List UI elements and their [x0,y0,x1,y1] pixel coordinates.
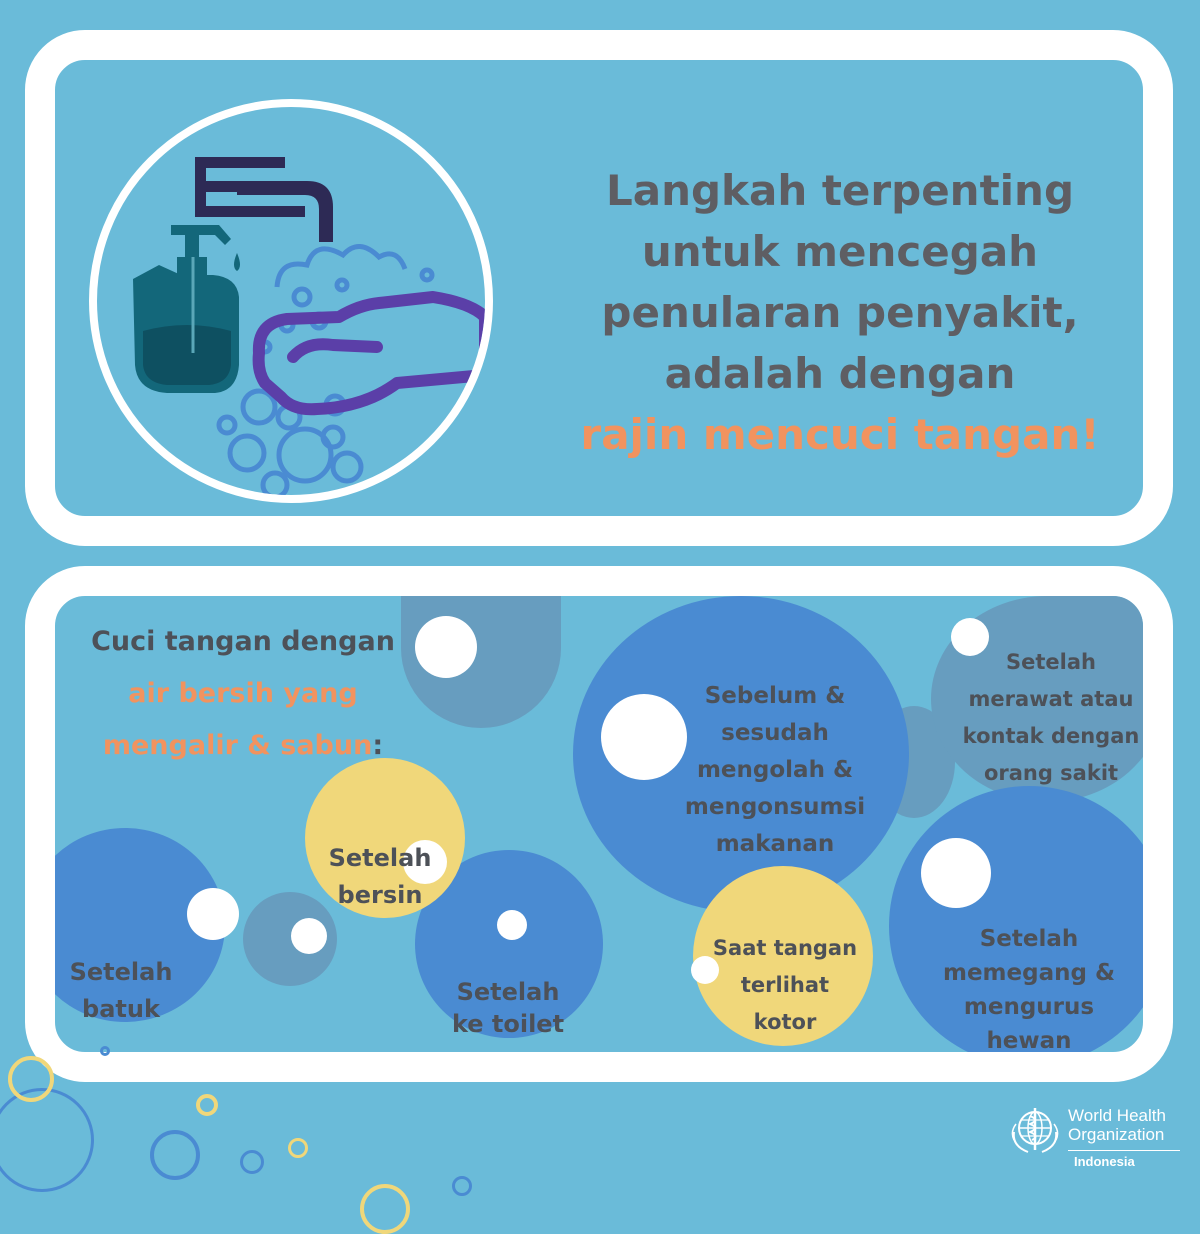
highlight-dot [415,616,477,678]
handwashing-illustration [89,99,493,503]
moment-line: terlihat [740,973,830,997]
washing-hand-icon [259,297,485,409]
who-name-line: Organization [1068,1125,1165,1144]
moment-line: Setelah [979,926,1079,952]
moment-line: mengolah & [696,757,854,783]
highlight-dot [921,838,991,908]
headline-line: Langkah terpenting [605,166,1075,215]
moment-line: merawat atau [968,687,1134,711]
intro-accent-line: mengalir & sabun [102,730,373,761]
moment-text-hewan [929,922,1129,1058]
headline-panel [25,30,1173,546]
highlight-dot [497,910,527,940]
decor-ring [150,1130,200,1180]
who-country: Indonesia [1074,1154,1135,1169]
moment-line: Sebelum & [704,683,846,709]
moment-line: ke toilet [451,1010,565,1038]
intro-suffix: : [372,730,384,761]
moment-line: bersin [337,881,423,909]
moment-text-toilet [433,976,583,1040]
moment-line: Setelah [456,978,560,1006]
decor-ring [288,1138,308,1158]
moment-line: Setelah [1006,650,1096,674]
who-name [1068,1106,1166,1144]
moment-line: Setelah [69,958,173,986]
soap-bubbles-icon [219,246,432,495]
moment-line: kotor [753,1010,817,1034]
moment-line: batuk [82,995,160,1023]
decor-ring [452,1176,472,1196]
headline-line: penularan penyakit, [601,288,1079,337]
moment-text-sebelum [655,678,895,863]
decor-ring [0,1088,94,1192]
headline-line: adalah dengan [664,349,1016,398]
moment-line: Saat tangan [712,936,858,960]
decor-ring [196,1094,218,1116]
moment-line: memegang & [942,960,1116,986]
headline-highlight: rajin mencuci tangan! [580,410,1100,459]
moment-text-bersin [295,840,465,914]
headline-text [525,160,1155,465]
who-logo [1006,1098,1186,1178]
who-divider [1068,1150,1180,1151]
intro-line: Cuci tangan dengan [91,626,395,657]
moment-line: hewan [986,1028,1072,1054]
moment-line: Setelah [328,844,432,872]
moment-line: kontak dengan [962,724,1140,748]
moments-panel [25,566,1173,1082]
intro-text [73,616,413,772]
decor-ring [360,1184,410,1234]
decor-ring [100,1046,110,1056]
decor-ring [8,1056,54,1102]
moment-line: orang sakit [983,761,1119,785]
moment-line: mengurus [963,994,1095,1020]
highlight-dot [187,888,239,940]
moment-line: sesudah [721,720,829,746]
moment-line: makanan [715,831,835,857]
moment-line: mengonsumsi [684,794,866,820]
who-emblem-icon [1006,1102,1064,1158]
who-name-line: World Health [1068,1106,1166,1125]
headline-line: untuk mencegah [641,227,1039,276]
moment-text-merawat [935,644,1167,792]
decor-ring [240,1150,264,1174]
moment-text-kotor [695,930,875,1041]
highlight-dot [291,918,327,954]
intro-accent-line: air bersih yang [128,678,358,709]
soap-dispenser-icon [133,225,240,393]
moment-text-batuk [61,954,181,1028]
